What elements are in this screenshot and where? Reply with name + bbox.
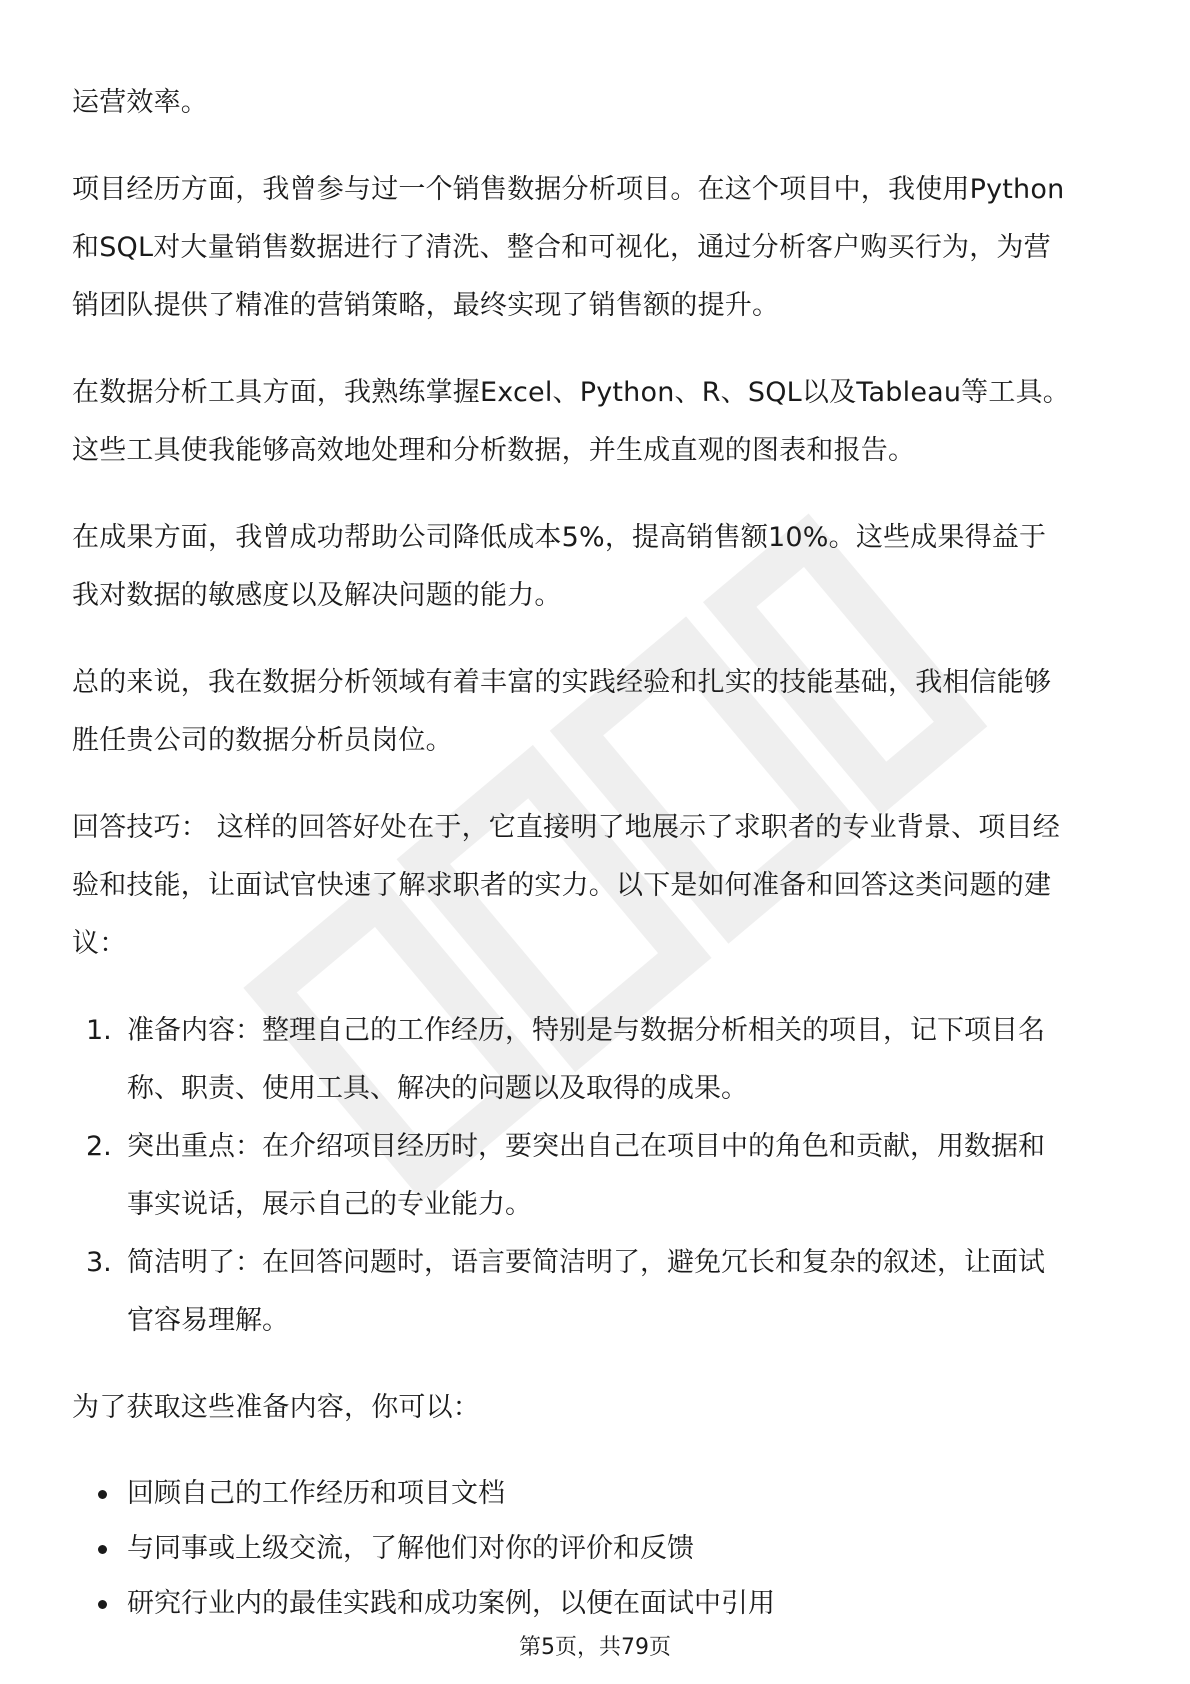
list-number: 3. [86,1247,112,1278]
list-item [72,1002,1122,1118]
text-line: 胜任贵公司的数据分析员岗位。 [72,725,453,756]
paragraph-preparation: 为了获取这些准备内容，你可以： [72,1392,480,1423]
text-line: 项目经历方面，我曾参与过一个销售数据分析项目。在这个项目中，我使用Python [72,174,1065,205]
numbered-list [72,1002,1122,1350]
text-line: 回答技巧： 这样的回答好处在于，它直接明了地展示了求职者的专业背景、项目经 [72,812,1060,843]
list-item [72,1118,1122,1234]
text-line: 在成果方面，我曾成功帮助公司降低成本5%，提高销售额10%。这些成果得益于 [72,522,1047,553]
list-item [72,1466,1122,1521]
paragraph-project-experience [72,161,1122,335]
paragraph-summary [72,654,1122,770]
bullet-icon [98,1490,107,1499]
text-line: 总的来说，我在数据分析领域有着丰富的实践经验和扎实的技能基础，我相信能够 [72,667,1052,698]
paragraph-results [72,509,1122,625]
document-body [72,74,1122,1631]
text-line: 简洁明了：在回答问题时，语言要简洁明了，避免冗长和复杂的叙述，让面试 [127,1247,1045,1278]
text-line: 我对数据的敏感度以及解决问题的能力。 [72,580,562,611]
bullet-icon [98,1545,107,1554]
list-item [72,1576,1122,1631]
text-line: 验和技能，让面试官快速了解求职者的实力。以下是如何准备和回答这类问题的建 [72,870,1052,901]
list-number: 2. [86,1131,112,1162]
list-item [72,1521,1122,1576]
text-line: 在数据分析工具方面，我熟练掌握Excel、Python、R、SQL以及Tableau等工具。 [72,377,1070,408]
page-number-footer: 第5页，共79页 [519,1635,671,1660]
text-line: 事实说话，展示自己的专业能力。 [127,1189,532,1220]
text-line: 称、职责、使用工具、解决的问题以及取得的成果。 [127,1073,748,1104]
list-number: 1. [86,1015,112,1046]
text-line: 和SQL对大量销售数据进行了清洗、整合和可视化，通过分析客户购买行为，为营 [72,232,1051,263]
list-item [72,1234,1122,1350]
bullet-icon [98,1600,107,1609]
paragraph-answer-tips [72,799,1122,973]
paragraph-text: 运营效率。 [72,87,208,118]
paragraph-tools [72,364,1122,480]
list-item-text: 研究行业内的最佳实践和成功案例，以便在面试中引用 [127,1588,775,1619]
text-line: 这些工具使我能够高效地处理和分析数据，并生成直观的图表和报告。 [72,435,916,466]
bullet-list [72,1466,1122,1631]
text-line: 官容易理解。 [127,1305,289,1336]
text-line: 突出重点：在介绍项目经历时，要突出自己在项目中的角色和贡献，用数据和 [127,1131,1045,1162]
text-line: 准备内容：整理自己的工作经历，特别是与数据分析相关的项目，记下项目名 [127,1015,1045,1046]
list-item-text: 回顾自己的工作经历和项目文档 [127,1478,505,1509]
text-line: 议： [72,928,127,959]
list-item-text: 与同事或上级交流，了解他们对你的评价和反馈 [127,1533,694,1564]
text-line: 销团队提供了精准的营销策略，最终实现了销售额的提升。 [72,290,780,321]
